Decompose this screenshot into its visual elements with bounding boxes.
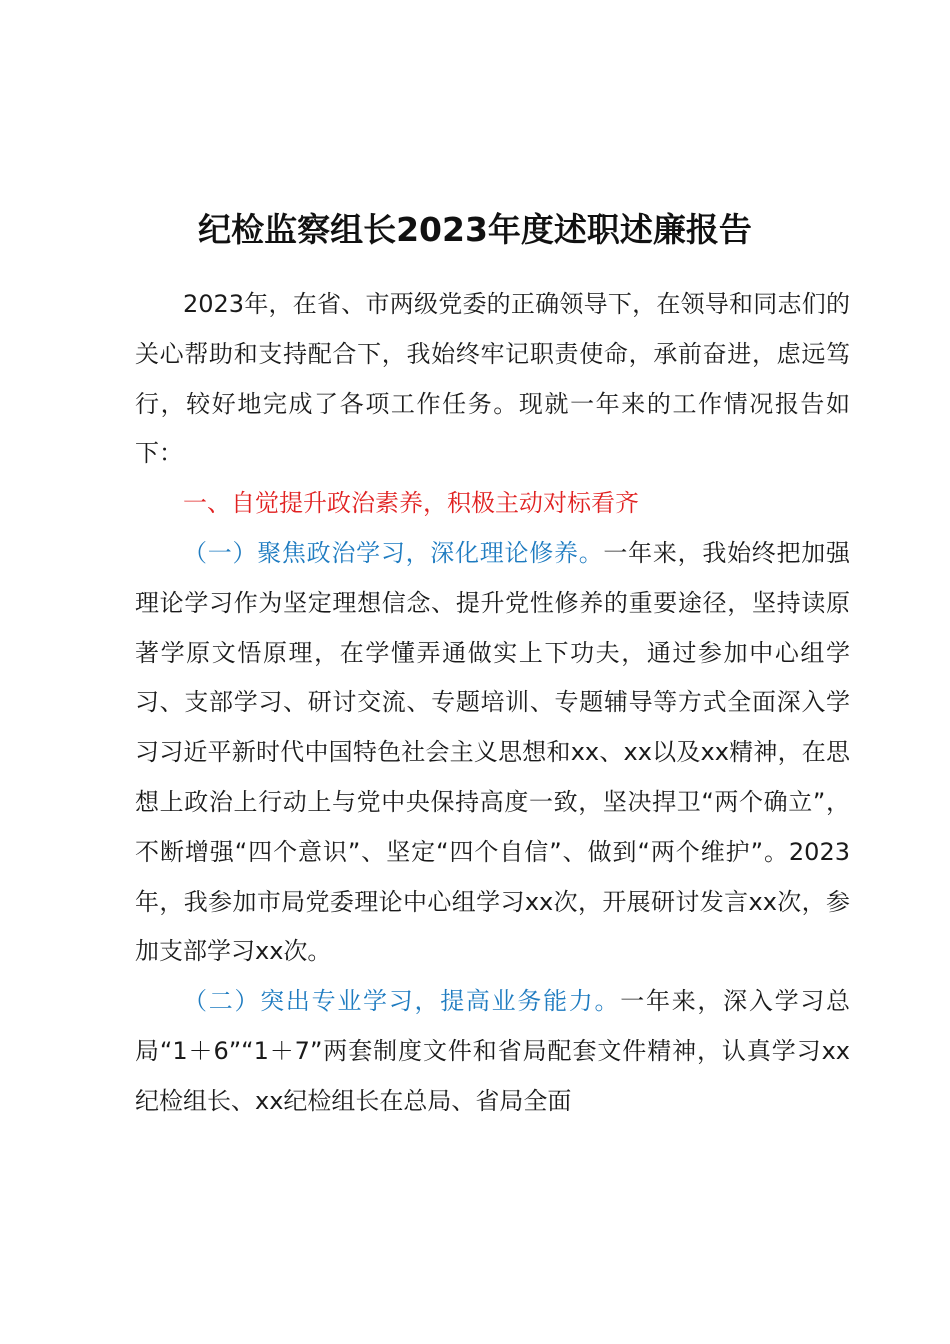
subsection-paragraph-1	[135, 529, 850, 977]
subsection-paragraph-2	[135, 977, 850, 1126]
subsection-heading-1: （一）聚焦政治学习，深化理论修养。	[183, 538, 604, 567]
document-title: 纪检监察组长2023年度述职述廉报告	[198, 210, 752, 249]
subsection-heading-2: （二）突出专业学习，提高业务能力。	[183, 987, 621, 1016]
section-heading-1: 一、自觉提升政治素养，积极主动对标看齐	[183, 489, 639, 518]
document-body	[135, 280, 850, 1127]
subsection-text-2: 一年来，深入学习总局“1＋6”“1＋7”两套制度文件和省局配套文件精神，认真学习xx纪检组长、xx纪检组长在总局、省局全面	[135, 987, 851, 1115]
subsection-text-1: 一年来，我始终把加强理论学习作为坚定理想信念、提升党性修养的重要途径，坚持读原著学原文悟原理，在学懂弄通做实上下功夫，通过参加中心组学习、支部学习、研讨交流、专题培训、专题辅导等方式全面深入学习习近平新时代中国特色社会主义思想和xx、xx以及xx精神，在思想上政治上行动上与党中央保持高度一致，坚决捍卫“两个确立”，不断增强“四个意识”、坚定“四个自信”、做到“两个维护”。2023年，我参加市局党委理论中心组学习xx次，开展研讨发言xx次，参加支部学习xx次。	[135, 538, 850, 966]
intro-paragraph: 2023年，在省、市两级党委的正确领导下，在领导和同志们的关心帮助和支持配合下，我始终牢记职责使命，承前奋进，虑远笃行，较好地完成了各项工作任务。现就一年来的工作情况报告如下：	[135, 290, 850, 468]
